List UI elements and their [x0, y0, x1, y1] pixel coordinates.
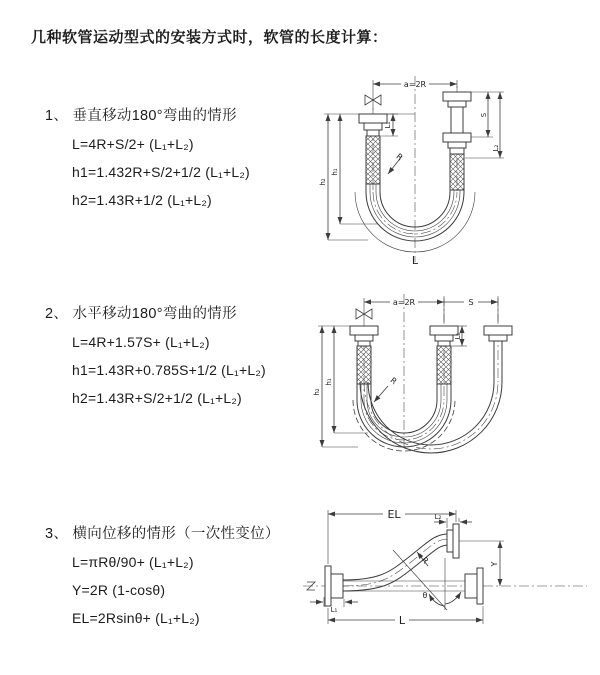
section-vertical-move [45, 104, 250, 219]
left-flange [325, 566, 343, 606]
formula-line: EL=2Rsinθ+ (L₁+L₂) [72, 610, 200, 626]
dim-label-theta: θ [422, 591, 428, 600]
section-3-formulas [45, 553, 280, 627]
formula-line: h1=1.43R+0.785S+1/2 (L₁+L₂) [72, 362, 266, 378]
formula-line: h2=1.43R+S/2+1/2 (L₁+L₂) [72, 390, 242, 406]
dim-label-l: L [411, 254, 419, 267]
dim-label-el: EL [387, 508, 401, 521]
dim-l1 [310, 597, 358, 614]
left-pipe-fitting [350, 326, 378, 384]
upper-flange [447, 524, 459, 558]
dim-label-l2: L₂ [492, 144, 500, 152]
dim-label-h1: h₁ [325, 378, 333, 386]
diagram-lateral-displacement [295, 498, 595, 650]
right-flange [465, 568, 483, 604]
formula-line: h1=1.432R+S/2+1/2 (L₁+L₂) [72, 164, 250, 180]
formula-line: L=4R+1.57S+ (L₁+L₂) [72, 334, 210, 350]
dim-label-r: R [419, 555, 431, 566]
dim-label-h2: h₂ [319, 178, 327, 186]
dim-label-s: S [480, 112, 488, 118]
dim-s-l2 [465, 92, 504, 158]
formula-line: h2=1.43R+1/2 (L₁+L₂) [72, 192, 212, 208]
section-3-heading: 3、 横向位移的情形（一次性变位） [45, 526, 280, 542]
dim-label-l1: L₁ [384, 121, 392, 129]
dim-label-l1: L₁ [454, 332, 462, 340]
diagram-horizontal-180-bend [296, 282, 580, 454]
dim-label-h1: h₁ [331, 168, 339, 176]
radius-callout [417, 552, 430, 566]
section-2-formulas [45, 333, 266, 407]
right-pipe-fitting [443, 92, 471, 190]
diagram-vertical-180-bend [298, 64, 570, 268]
dim-label-y: Y [490, 561, 499, 567]
dim-label-r: R [394, 151, 405, 163]
formula-line: Y=2R (1-cosθ) [72, 582, 166, 598]
dim-label-a2r: a=2R [403, 80, 427, 89]
shifted-u-bend-hose [360, 382, 502, 453]
section-2-heading: 2、 水平移动180°弯曲的情形 [45, 306, 237, 322]
section-horizontal-move [45, 302, 266, 417]
formula-line: L=πRθ/90+ (L₁+L₂) [72, 554, 194, 570]
formula-line: L=4R+S/2+ (L₁+L₂) [72, 136, 194, 152]
section-1-formulas [45, 135, 250, 209]
page-title: 几种软管运动型式的安装方式时，软管的长度计算： [31, 29, 388, 46]
dim-label-a2r: a=2R [392, 298, 416, 307]
dim-label-l2: L₂ [434, 513, 442, 521]
dim-l [328, 606, 483, 627]
section-lateral-displacement [45, 522, 280, 637]
dim-label-l: L [398, 614, 406, 627]
centerlines [373, 76, 457, 262]
dim-label-r: R [388, 375, 399, 387]
left-pipe-fitting [359, 114, 387, 184]
dim-label-l1: L₁ [330, 606, 338, 614]
radius-callout [374, 376, 399, 402]
dim-width-shift [364, 298, 498, 322]
s-curve-hose [343, 534, 448, 591]
section-1-heading: 1、 垂直移动180°弯曲的情形 [45, 108, 237, 124]
dim-label-shift: S [468, 298, 474, 307]
radius-callout [388, 152, 405, 174]
dim-label-h2: h₂ [313, 388, 321, 396]
